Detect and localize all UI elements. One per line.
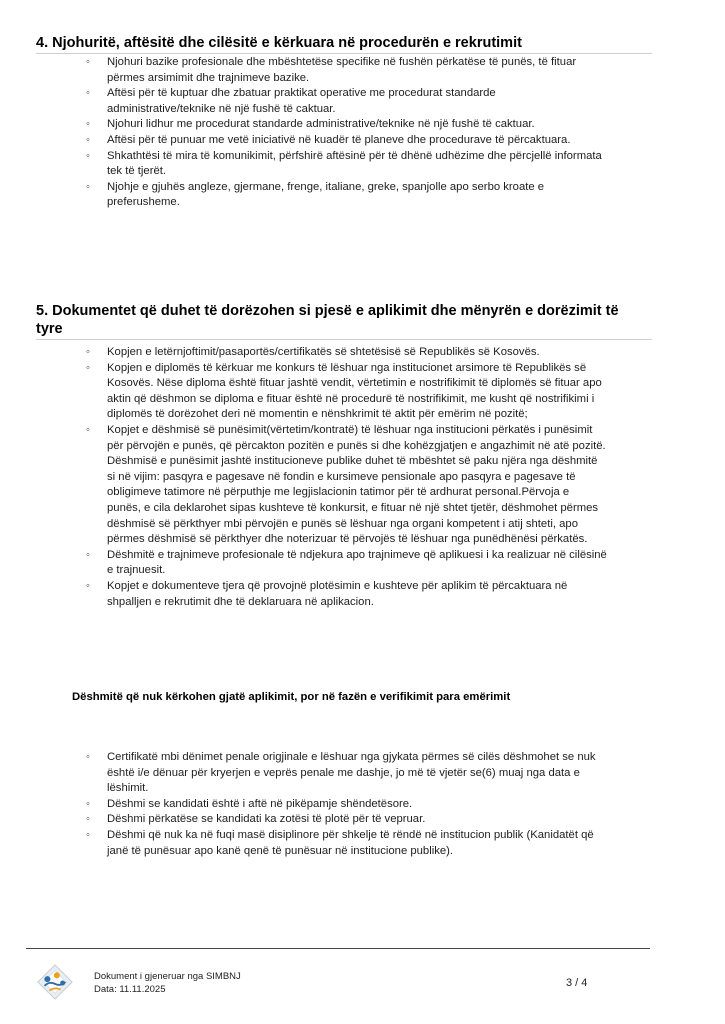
list-item-line: Dëshmi përkatëse se kandidati ka zotësi të plotë për të vepruar. <box>107 813 426 826</box>
list-item-line: Dëshmitë e trajnimeve profesionale të ndjekura apo trajnimeve që aplikuesi i ka realizuar në cilësinë <box>107 548 607 561</box>
list-item-line: Aftësi për të kuptuar dhe zbatuar praktikat operative me procedurat standarde <box>107 87 496 100</box>
bullet-icon: ◦ <box>86 813 90 826</box>
list-item-line: aktin që dëshmon se diploma e fituar është në procedurë të nostrifikimit, me kusht që nostrifikimi i <box>107 392 595 405</box>
list-item-line: Kopjet e dëshmisë së punësimit(vërtetim/kontratë) të lëshuar nga institucioni përkatës i punësimit <box>107 423 593 436</box>
footer-generator: Dokument i gjeneruar nga SIMBNJ <box>94 971 241 982</box>
document-item <box>0 345 725 361</box>
section-5-heading <box>36 302 652 340</box>
list-item-line: Kopjen e diplomës të kërkuar me konkurs të lëshuar nga institucionet arsimore të Republikës së <box>107 361 587 374</box>
bullet-icon: ◦ <box>86 751 90 763</box>
list-item-line: përmes arsimimit dhe trajnimeve bazike. <box>107 71 310 84</box>
requirement-item <box>0 180 725 211</box>
list-item-line: shpalljen e rekrutimit dhe të deklaruara në aplikacion. <box>107 595 374 608</box>
list-item-line: është i/e dënuar për kryerjen e veprës penale me dashje, jo më të vjetër se(6) muaj nga data e <box>107 766 580 779</box>
bullet-icon: ◦ <box>86 346 90 358</box>
bullet-icon: ◦ <box>86 180 90 193</box>
verification-list <box>0 750 725 859</box>
requirement-item <box>0 117 725 133</box>
bullet-icon: ◦ <box>86 797 90 810</box>
document-item <box>0 548 725 579</box>
list-item-line: Njohuri bazike profesionale dhe mbështetëse specifike në fushën përkatëse të punës, të fituar <box>107 56 577 68</box>
bullet-icon: ◦ <box>86 133 90 146</box>
list-item-line: diplomës të dorëzohet deri në momentin e nënshkrimit të aktit për emërim në pozitë; <box>107 408 528 421</box>
bullet-icon: ◦ <box>86 423 90 436</box>
list-item-line: Kopjet e dokumenteve tjera që provojnë plotësimin e kushteve për aplikim të përcaktuara në <box>107 579 568 592</box>
bullet-icon: ◦ <box>86 87 90 100</box>
footer-divider <box>26 948 650 949</box>
list-item-line: Kopjen e letërnjoftimit/pasaportës/certifikatës së shtetësisë së Republikës së Kosovës. <box>107 346 540 358</box>
bullet-icon: ◦ <box>86 828 90 841</box>
requirement-item <box>0 133 725 149</box>
bullet-icon: ◦ <box>86 149 90 162</box>
bullet-icon: ◦ <box>86 56 90 68</box>
list-item-line: lëshimit. <box>107 782 149 795</box>
list-item-line: administrative/teknike në një fushë të caktuar. <box>107 102 336 115</box>
list-item-line: përmes dëshmisë së përkthyer dhe noterizuar të përvojës të lëshuar nga punëdhënësi përkatës. <box>107 533 588 546</box>
section-4-heading: 4. Njohuritë, aftësitë dhe cilësitë e kërkuara në procedurën e rekrutimit <box>36 34 652 54</box>
bullet-icon: ◦ <box>86 579 90 592</box>
list-item-line: Njohje e gjuhës angleze, gjermane, frenge, italiane, greke, spanjolle apo serbo kroate e <box>107 180 545 193</box>
verification-item <box>0 812 725 828</box>
list-item-line: për përvojën e punës, që përcakton pozitën e punës si dhe kohëzgjatjen e angazhimit në atë pozitë. <box>107 439 606 452</box>
requirement-item <box>0 149 725 180</box>
list-item-line: preferusheme. <box>107 196 180 209</box>
list-item-line: Certifikatë mbi dënimet penale origjinale e lëshuar nga gjykata përmes së cilës dëshmohet se nuk <box>107 751 596 763</box>
list-item-line: si në vijim: pasqyra e pagesave në fondin e kursimeve pensionale apo pasqyra e pagesave të <box>107 470 576 483</box>
bullet-icon: ◦ <box>86 361 90 374</box>
list-item-line: Aftësi për të punuar me vetë iniciativë në kuadër të planeve dhe procedurave të përcaktuara. <box>107 133 571 146</box>
footer-generated-info <box>94 970 241 996</box>
section-5-heading-line: 5. Dokumentet që duhet të dorëzohen si pjesë e aplikimit dhe mënyrën e dorëzimit të <box>36 303 619 319</box>
requirement-item <box>0 86 725 117</box>
list-item-line: janë të punësuar apo kanë qenë të punësuar në institucione publike). <box>107 844 454 857</box>
list-item-line: Njohuri lidhur me procedurat standarde administrative/teknike në një fushë të caktuar. <box>107 118 535 131</box>
requirement-item <box>0 55 725 86</box>
list-item-line: obligimeve tatimore në përputhje me legjislacionin tatimor për të ardhurat personal.Përvoja e <box>107 486 570 499</box>
list-item-line: Dëshmi që nuk ka në fuqi masë disiplinore për shkelje të rëndë në institucion publik (Kanidatët që <box>107 828 594 841</box>
document-item <box>0 361 725 423</box>
verification-item <box>0 797 725 813</box>
list-item-line: tek të tjerët. <box>107 165 167 178</box>
page-number: 3 / 4 <box>566 977 588 989</box>
list-item-line: Dëshmi se kandidati është i aftë në pikëpamje shëndetësore. <box>107 797 413 810</box>
list-item-line: dëshmisë së përkthyer mbi përvojën e punës së lëshuar nga organi kompetent i atij shteti, apo <box>107 517 578 530</box>
bullet-icon: ◦ <box>86 548 90 561</box>
bullet-icon: ◦ <box>86 118 90 131</box>
simbnj-logo-icon <box>36 963 74 1001</box>
list-item-line: Dëshmisë e punësimit jashtë institucioneve publike duhet të mbështet së paku njëra nga dëshmitë <box>107 455 598 468</box>
list-item-line: Shkathtësi të mira të komunikimit, përfshirë aftësinë për të dhënë udhëzime dhe përcjellë informata <box>107 149 602 162</box>
section-5-list <box>0 345 725 610</box>
document-item <box>0 423 725 548</box>
verification-subheading: Dëshmitë që nuk kërkohen gjatë aplikimit, por në fazën e verifikimit para emërimit <box>72 691 511 703</box>
list-item-line: e trajnuesit. <box>107 564 166 577</box>
document-item <box>0 579 725 610</box>
section-5-heading-line: tyre <box>36 321 63 337</box>
list-item-line: punës, e cila deklarohet sipas kushteve të konkursit, e fituar në një shtet tjetër, dëshmohet përmes <box>107 501 599 514</box>
verification-item <box>0 828 725 859</box>
footer-date: Data: 11.11.2025 <box>94 984 166 995</box>
list-item-line: Kosovës. Nëse diploma është fituar jashtë vendit, vërtetimin e nostrifikimit të diplomës së fituar apo <box>107 377 602 390</box>
verification-item <box>0 750 725 797</box>
section-4-list <box>0 55 725 211</box>
